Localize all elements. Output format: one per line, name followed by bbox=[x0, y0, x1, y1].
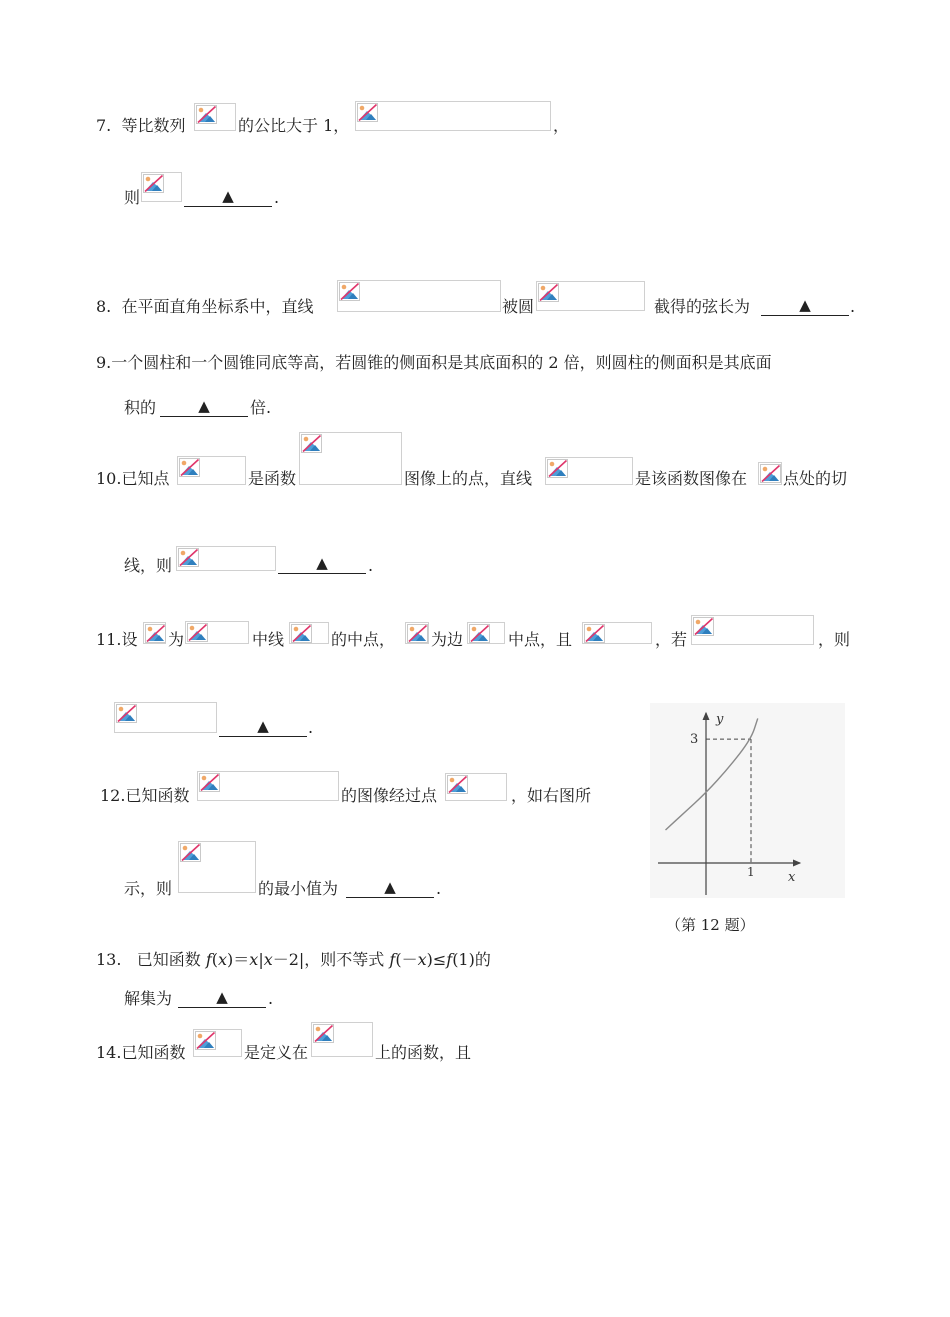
math-var: x bbox=[263, 950, 273, 969]
broken-image-icon bbox=[195, 1031, 216, 1050]
math-var: f bbox=[205, 950, 212, 969]
problem-text: 已知函数 bbox=[125, 786, 190, 805]
problem-text: ，则 bbox=[818, 630, 851, 649]
problem-7-line1 bbox=[96, 116, 185, 136]
broken-image-icon bbox=[196, 105, 217, 124]
problem-text: ，若 bbox=[655, 630, 688, 649]
problem-text: 的公比大于 1， bbox=[238, 116, 350, 135]
problem-text: 已知点 bbox=[121, 469, 170, 488]
broken-image-icon bbox=[584, 624, 605, 643]
problem-text: 上的函数，且 bbox=[375, 1043, 472, 1062]
formula-image bbox=[143, 622, 166, 644]
math-text: (－ bbox=[395, 950, 418, 969]
problem-13-line1 bbox=[96, 950, 491, 970]
formula-image bbox=[178, 841, 256, 893]
triangle-icon: ▲ bbox=[799, 296, 811, 314]
figure-caption: （第 12 题） bbox=[666, 916, 755, 934]
triangle-icon: ▲ bbox=[257, 717, 269, 735]
broken-image-icon bbox=[301, 434, 322, 453]
formula-image bbox=[176, 546, 276, 571]
problem-text: . bbox=[308, 718, 314, 737]
problem-number: 9. bbox=[96, 353, 112, 372]
answer-blank bbox=[184, 186, 272, 207]
triangle-icon: ▲ bbox=[222, 187, 234, 205]
problem-text: 是函数 bbox=[248, 469, 297, 488]
answer-blank bbox=[346, 877, 434, 898]
broken-image-icon bbox=[469, 624, 490, 643]
math-var: f bbox=[446, 950, 453, 969]
problem-9-line1 bbox=[96, 353, 772, 373]
problem-number: 12. bbox=[100, 786, 126, 805]
problem-10-line1 bbox=[96, 469, 169, 489]
broken-image-icon bbox=[538, 283, 559, 302]
problem-text: 在平面直角坐标系中，直线 bbox=[121, 297, 314, 316]
broken-image-icon bbox=[760, 464, 781, 483]
math-var: x bbox=[218, 950, 228, 969]
problem-text: 示，则 bbox=[124, 879, 173, 898]
problem-text: . bbox=[268, 989, 274, 1008]
answer-blank bbox=[178, 987, 266, 1008]
formula-image bbox=[545, 457, 633, 485]
formula-image bbox=[141, 172, 182, 202]
problem-12-line1 bbox=[100, 786, 189, 806]
problem-text: 则 bbox=[124, 188, 141, 207]
formula-image bbox=[197, 771, 339, 801]
function-graph bbox=[650, 703, 845, 898]
problem-text: 线，则 bbox=[124, 556, 173, 575]
answer-blank bbox=[278, 553, 366, 574]
problem-text: 积的 bbox=[124, 398, 157, 417]
problem-text: . bbox=[368, 556, 374, 575]
problem-text: 倍. bbox=[250, 398, 272, 417]
math-text: )≤ bbox=[426, 950, 447, 969]
formula-image bbox=[582, 622, 652, 644]
problem-text: 的最小值为 bbox=[258, 879, 339, 898]
problem-text: 被圆 bbox=[502, 297, 535, 316]
problem-text: ， bbox=[553, 116, 570, 135]
problem-text: 等比数列 bbox=[121, 116, 186, 135]
formula-image bbox=[467, 622, 505, 644]
problem-number: 7. bbox=[96, 116, 112, 135]
formula-image bbox=[405, 622, 429, 644]
problem-text: 截得的弦长为 bbox=[654, 297, 751, 316]
math-text: | bbox=[258, 950, 264, 969]
broken-image-icon bbox=[547, 459, 568, 478]
broken-image-icon bbox=[313, 1024, 334, 1043]
triangle-icon: ▲ bbox=[316, 554, 328, 572]
problem-text: 是定义在 bbox=[244, 1043, 309, 1062]
problem-text: 中线 bbox=[252, 630, 285, 649]
problem-text: 已知函数 bbox=[136, 950, 201, 969]
broken-image-icon bbox=[187, 623, 208, 642]
formula-image bbox=[177, 456, 246, 485]
answer-blank bbox=[219, 716, 307, 737]
problem-text: . bbox=[850, 297, 856, 316]
problem-number: 11. bbox=[96, 630, 122, 649]
broken-image-icon bbox=[693, 617, 714, 636]
broken-image-icon bbox=[116, 704, 137, 723]
formula-image bbox=[289, 622, 329, 644]
broken-image-icon bbox=[291, 624, 312, 643]
broken-image-icon bbox=[339, 282, 360, 301]
x-axis-label: x bbox=[788, 870, 796, 885]
problem-text: . bbox=[436, 879, 442, 898]
formula-image bbox=[536, 281, 645, 311]
problem-text: 解集为 bbox=[124, 989, 173, 1008]
problem-text: 为 bbox=[168, 630, 185, 649]
formula-image bbox=[445, 773, 507, 801]
problem-8-line1 bbox=[96, 297, 313, 317]
math-text: )＝ bbox=[227, 950, 250, 969]
problem-text: 图像上的点，直线 bbox=[404, 469, 533, 488]
problem-number: 8. bbox=[96, 297, 112, 316]
math-var: x bbox=[249, 950, 259, 969]
formula-image bbox=[758, 462, 782, 485]
triangle-icon: ▲ bbox=[198, 397, 210, 415]
broken-image-icon bbox=[143, 174, 164, 193]
math-text: －2|，则不等式 bbox=[272, 950, 385, 969]
problem-text: 设 bbox=[121, 630, 138, 649]
problem-text: . bbox=[274, 188, 280, 207]
problem-text: 是该函数图像在 bbox=[635, 469, 748, 488]
problem-text: 的图像经过点 bbox=[341, 786, 438, 805]
broken-image-icon bbox=[178, 548, 199, 567]
math-var: x bbox=[417, 950, 427, 969]
broken-image-icon bbox=[199, 773, 220, 792]
problem-number: 13. bbox=[96, 950, 122, 969]
problem-text: 一个圆柱和一个圆锥同底等高，若圆锥的侧面积是其底面积的 2 倍，则圆柱的侧面积是其底面 bbox=[111, 353, 772, 372]
broken-image-icon bbox=[447, 775, 468, 794]
problem-14-line1 bbox=[96, 1043, 185, 1063]
formula-image bbox=[185, 621, 249, 644]
broken-image-icon bbox=[145, 624, 166, 643]
math-text: (1)的 bbox=[452, 950, 491, 969]
problem-text: 中点，且 bbox=[508, 630, 573, 649]
triangle-icon: ▲ bbox=[216, 988, 228, 1006]
answer-blank bbox=[761, 295, 849, 316]
broken-image-icon bbox=[357, 103, 378, 122]
math-text: ( bbox=[211, 950, 218, 969]
problem-text: 为边 bbox=[431, 630, 464, 649]
answer-blank bbox=[160, 396, 248, 417]
broken-image-icon bbox=[179, 458, 200, 477]
formula-image bbox=[691, 615, 814, 645]
x-tick-label: 1 bbox=[747, 865, 755, 879]
problem-number: 14. bbox=[96, 1043, 122, 1062]
problem-text: 点处的切 bbox=[783, 469, 848, 488]
problem-text: ，如右图所 bbox=[511, 786, 592, 805]
formula-image bbox=[194, 103, 236, 131]
formula-image bbox=[193, 1029, 242, 1057]
formula-image bbox=[299, 432, 402, 485]
y-tick-label: 3 bbox=[690, 732, 699, 747]
problem-text: 已知函数 bbox=[121, 1043, 186, 1062]
math-var: f bbox=[389, 950, 396, 969]
y-axis-label: y bbox=[716, 712, 724, 727]
problem-text: 的中点， bbox=[331, 630, 396, 649]
broken-image-icon bbox=[407, 624, 428, 643]
formula-image bbox=[337, 280, 501, 312]
formula-image bbox=[114, 702, 217, 733]
formula-image bbox=[355, 101, 551, 131]
problem-11-line1 bbox=[96, 630, 137, 650]
broken-image-icon bbox=[180, 843, 201, 862]
formula-image bbox=[311, 1022, 373, 1057]
problem-number: 10. bbox=[96, 469, 122, 488]
triangle-icon: ▲ bbox=[384, 878, 396, 896]
